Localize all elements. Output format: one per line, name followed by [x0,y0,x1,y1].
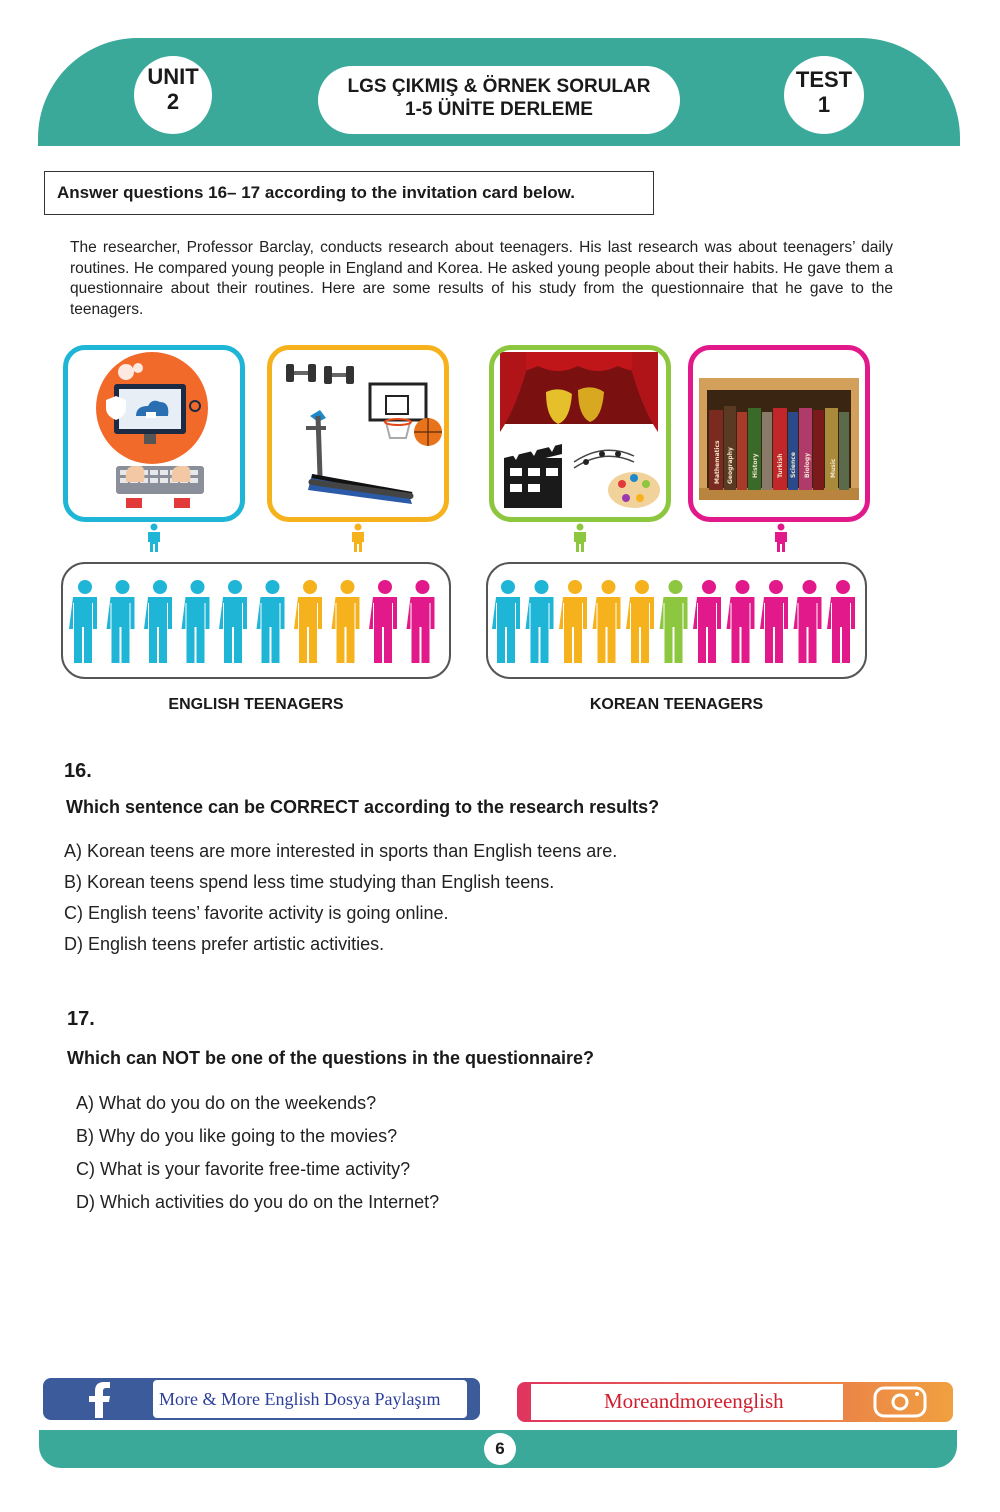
legend-person-studying [773,523,789,553]
test-label: TEST [795,67,853,92]
activity-card-sports [267,345,449,522]
computer-icon [68,350,240,517]
legend-person-arts [572,523,588,553]
person-figure-studying [369,580,397,663]
test-number: 1 [817,92,831,117]
q16-option-c[interactable]: C) English teens’ favorite activity is going online. [64,903,449,923]
book-label: History [752,453,759,478]
sports-equipment-icon [272,350,444,517]
unit-number: 2 [166,89,180,114]
facebook-page-name: More & More English Dosya Paylaşım [159,1389,441,1409]
instagram-handle: Moreandmoreenglish [604,1389,784,1413]
instruction-box: Answer questions 16– 17 according to the invitation card below. [44,171,654,215]
korean-teenagers-label: KOREAN TEENAGERS [589,696,764,713]
person-figure-internet [182,580,210,663]
activity-card-studying [688,345,870,522]
person-figure-internet [69,580,97,663]
q16-option-a[interactable]: A) Korean teens are more interested in sports than English teens are. [64,841,618,861]
legend-person-internet [146,523,162,553]
book-label: Science [790,452,797,478]
person-figure-internet [219,580,247,663]
person-figure-internet [257,580,285,663]
question-17-number: 17. [67,1008,95,1030]
page-number: 6 [484,1433,516,1465]
english-teenagers-label: ENGLISH TEENAGERS [168,696,344,713]
instagram-banner[interactable] [517,1382,953,1422]
person-figure-studying [760,580,788,663]
person-figure-arts [660,580,688,663]
book-label: Geography [727,447,734,484]
title-line-2: 1-5 ÜNİTE DERLEME [405,99,593,120]
english-teenagers-box [61,562,451,679]
person-figure-internet [144,580,172,663]
intro-paragraph: The researcher, Professor Barclay, conducts research about teenagers. His last research was about teenagers’ daily routines. He compared young people in England and Korea. He asked young people about their habits. He gave them a questionnaire about their routines. Here are some results of his study from the questionnaire that he gave to the teenagers. [70,239,893,318]
unit-label: UNIT [147,64,199,89]
q16-option-b[interactable]: B) Korean teens spend less time studying than English teens. [64,872,555,892]
q17-option-c[interactable]: C) What is your favorite free-time activity? [76,1159,411,1179]
question-16-text: Which sentence can be CORRECT according to the research results? [66,797,660,817]
korean-people-chart [488,564,865,677]
facebook-icon [45,1380,153,1418]
person-figure-sports [593,580,621,663]
bookshelf-icon [693,350,865,517]
person-figure-sports [332,580,360,663]
question-17-text: Which can NOT be one of the questions in the questionnaire? [67,1048,595,1068]
title-line-1: LGS ÇIKMIŞ & ÖRNEK SORULAR [347,76,651,97]
person-figure-internet [526,580,554,663]
person-figure-internet [492,580,520,663]
q17-option-d[interactable]: D) Which activities do you do on the Internet? [76,1192,440,1212]
unit-badge [134,56,212,134]
book-label: Music [830,458,837,478]
facebook-text-area [153,1380,467,1418]
person-figure-sports [559,580,587,663]
q17-option-b[interactable]: B) Why do you like going to the movies? [76,1126,398,1146]
activity-card-arts [489,345,671,522]
instagram-text-area [531,1384,843,1420]
person-figure-sports [294,580,322,663]
english-people-chart [63,564,449,677]
book-label: Mathematics [714,440,721,484]
person-figure-studying [827,580,855,663]
theatre-masks-icon [494,350,666,517]
person-figure-studying [693,580,721,663]
person-figure-studying [727,580,755,663]
korean-teenagers-box [486,562,867,679]
test-badge [784,56,864,134]
question-16-number: 16. [64,760,92,782]
legend-person-sports [350,523,366,553]
q17-option-a[interactable]: A) What do you do on the weekends? [76,1093,377,1113]
facebook-banner[interactable] [43,1378,480,1420]
book-label: Turkish [777,453,784,478]
q16-option-d[interactable]: D) English teens prefer artistic activities. [64,934,385,954]
person-figure-sports [626,580,654,663]
person-figure-studying [407,580,435,663]
book-label: Biology [804,452,811,478]
activity-card-internet [63,345,245,522]
page-title [318,66,680,134]
instagram-icon [867,1386,933,1418]
person-figure-internet [107,580,135,663]
person-figure-studying [794,580,822,663]
